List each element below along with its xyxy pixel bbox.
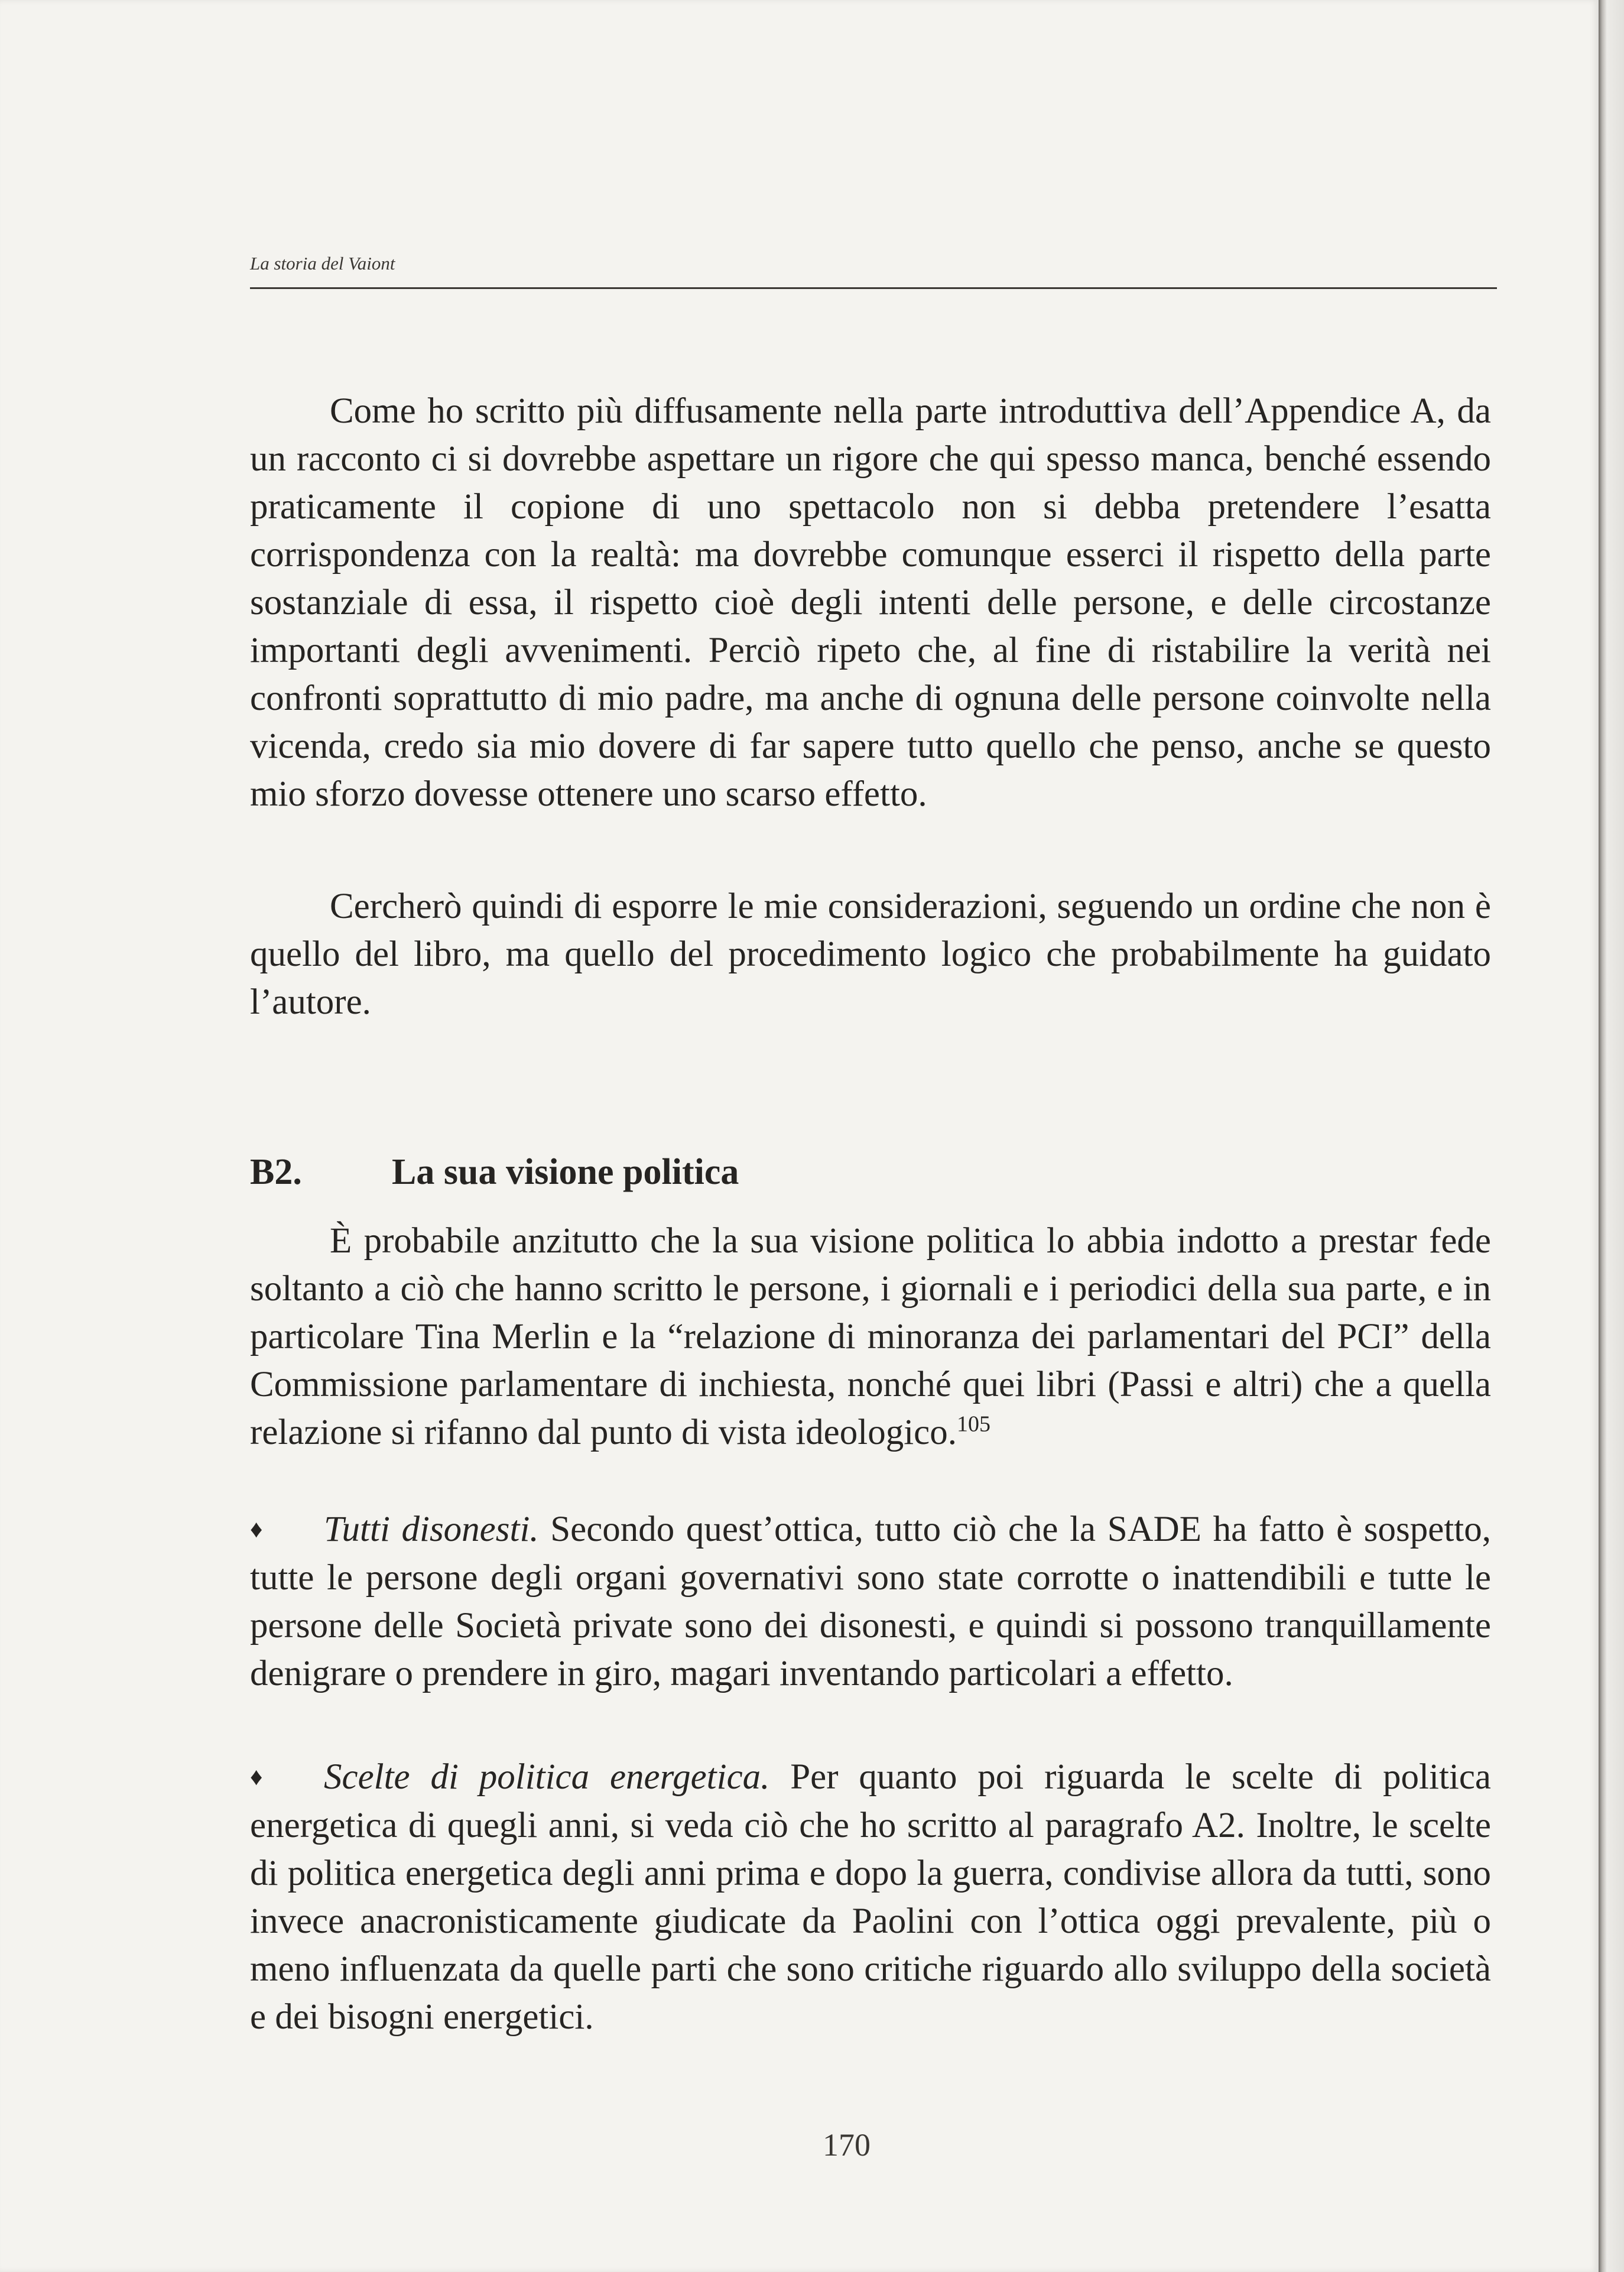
running-head: La storia del Vaiont	[250, 253, 395, 274]
paragraph-order: Cercherò quindi di esporre le mie considerazioni, seguendo un ordine che non è quello del libro, ma quello del procedimento logico che probabilmente ha guidato l’autore.	[250, 887, 1491, 1022]
section-title: La sua visione politica	[392, 1152, 739, 1192]
bullet-lead: Tutti disonesti.	[324, 1510, 539, 1549]
diamond-bullet-icon: ♦	[250, 1764, 263, 1791]
paragraph-political-vision	[250, 1217, 1491, 1456]
page-number: 170	[823, 2127, 871, 2163]
page-edge	[1599, 0, 1624, 2272]
diamond-bullet-icon: ♦	[250, 1516, 263, 1543]
section-number: B2.	[250, 1152, 302, 1192]
footnote-ref: 105	[956, 1411, 990, 1437]
header-rule	[250, 287, 1497, 289]
paragraph-intro: Come ho scritto più diffusamente nella parte introduttiva dell’Appendice A, da un racconto ci si dovrebbe aspettare un rigore che qui spesso manca, benché essendo praticamente il copione di uno spettacolo non si debba pretendere l’esatta corrispondenza con la realtà: ma dovrebbe comunque esserci il rispetto della parte sostanziale di essa, il rispetto cioè degli intenti delle persone, e delle circostanze importanti degli avvenimenti. Perciò ripeto che, al fine di ristabilire la verità nei confronti soprattutto di mio padre, ma anche di ognuna delle persone coinvolte nella vicenda, credo sia mio dovere di far sapere tutto quello che penso, anche se questo mio sforzo dovesse ottenere uno scarso effetto.	[250, 391, 1491, 814]
paragraph-text: È probabile anzitutto che la sua visione politica lo abbia indotto a prestar fede soltanto a ciò che hanno scritto le persone, i giornali e i periodici della sua parte, e in particolare Tina Merlin e la “relazione di minoranza dei parlamentari del PCI” della Commissione parlamentare di inchiesta, nonché quei libri (Passi e altri) che a quella relazione si rifanno dal punto di vista ideologico.	[250, 1221, 1491, 1452]
bullet-lead: Scelte di politica energetica.	[324, 1757, 770, 1797]
bullet-text: Per quanto poi riguarda le scelte di politica energetica di quegli anni, si veda ciò che ho scritto al paragrafo A2. Inoltre, le scelte di politica energetica degli anni prima e dopo la guerra, condivise allora da tutti, sono invece anacronisticamente giudicate da Paolini con l’ottica oggi prevalente, più o meno influenzata da quelle parti che sono critiche riguardo allo sviluppo della società e dei bisogni energetici.	[250, 1757, 1491, 2037]
bullet-text: Secondo quest’ottica, tutto ciò che la SADE ha fatto è sospetto, tutte le persone degli organi governativi sono state corrotte o inattendibili e tutte le persone delle Società private sono dei disonesti, e quindi si possono tranquillamente denigrare o prendere in giro, magari inventando particolari a effetto.	[250, 1510, 1491, 1693]
bullet-item	[250, 1505, 1491, 1697]
section-heading	[250, 1148, 1491, 1196]
bullet-item	[250, 1753, 1491, 2041]
